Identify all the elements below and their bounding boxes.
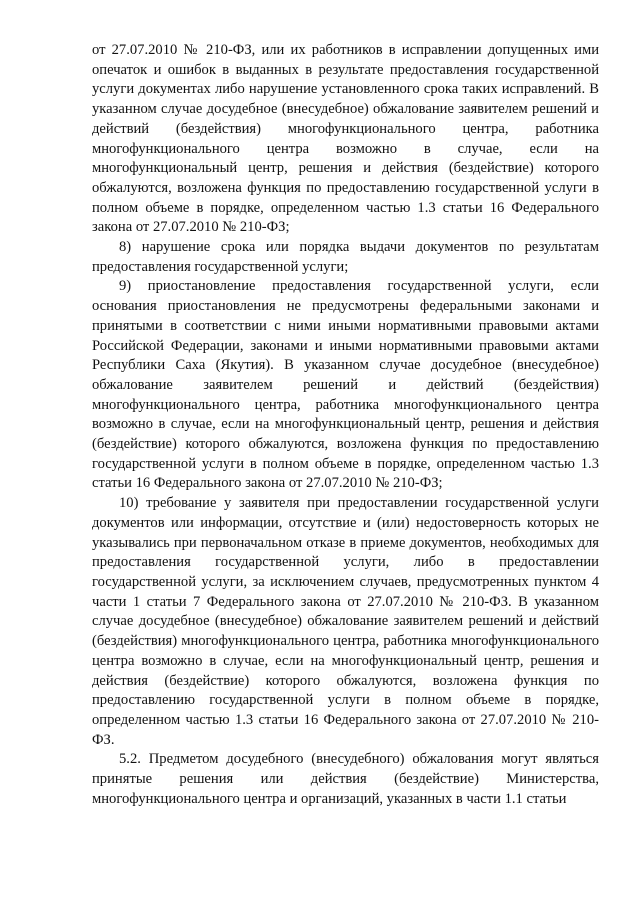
- paragraph-item-10: 10) требование у заявителя при предоставлении государственной услуги документов или информации, отсутствие и (или) недостоверность которых не указывались при первоначальном отказе в приеме документов, необходимых для предоставления государственной услуги, либо в предоставлении государственной услуги, за исключением случаев, предусмотренных пунктом 4 части 1 статьи 7 Федерального закона от 27.07.2010 № 210-ФЗ. В указанном случае досудебное (внесудебное) обжалование заявителем решений и действий (бездействия) многофункционального центра, работника многофункционального центра возможно в случае, если на многофункциональный центр, решения и действия (бездействие) которого обжалуются, возложена функция по предоставлению государственной услуги в полном объеме в порядке, определенном частью 1.3 статьи 16 Федерального закона от 27.07.2010 № 210-ФЗ.: [92, 495, 599, 748]
- paragraph-continuation: от 27.07.2010 № 210-ФЗ, или их работников в исправлении допущенных ими опечаток и ошибок в выданных в результате предоставления государственной услуги документах либо нарушение установленного срока таких исправлений. В указанном случае досудебное (внесудебное) обжалование заявителем решений и действий (бездействия) многофункционального центра, работника многофункционального центра возможно в случае, если на многофункциональный центр, решения и действия (бездействие) которого обжалуются, возложена функция по предоставлению государственной услуги в полном объеме в порядке, определенном частью 1.3 статьи 16 Федерального закона от 27.07.2010 № 210-ФЗ;: [92, 42, 599, 236]
- paragraph-section-5-2: 5.2. Предметом досудебного (внесудебного) обжалования могут являться принятые решения или действия (бездействие) Министерства, многофункционального центра и организаций, указанных в части 1.1 статьи: [92, 751, 599, 807]
- paragraph-item-9: 9) приостановление предоставления государственной услуги, если основания приостановления не предусмотрены федеральными законами и принятыми в соответствии с ними иными нормативными правовыми актами Российской Федерации, законами и иными нормативными правовыми актами Республики Саха (Якутия). В указанном случае досудебное (внесудебное) обжалование заявителем решений и действий (бездействия) многофункционального центра, работника многофункционального центра возможно в случае, если на многофункциональный центр, решения и действия (бездействие) которого обжалуются, возложена функция по предоставлению государственной услуги в полном объеме в порядке, определенном частью 1.3 статьи 16 Федерального закона от 27.07.2010 № 210-ФЗ;: [92, 278, 599, 492]
- paragraph-item-8: 8) нарушение срока или порядка выдачи документов по результатам предоставления государственной услуги;: [92, 239, 599, 275]
